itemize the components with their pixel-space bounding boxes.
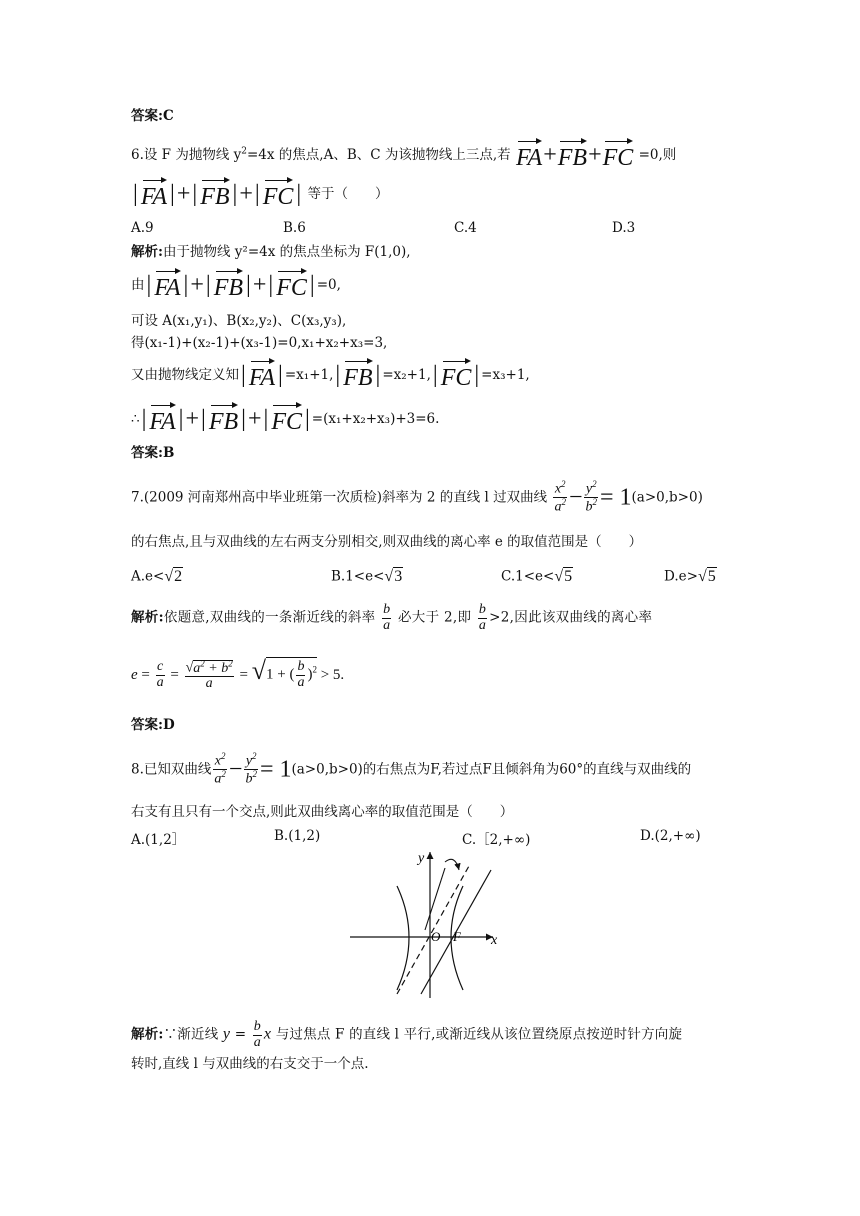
q8-option-b: B.(1,2)	[274, 828, 321, 844]
fraction-y2-b2: $\frac{y^2}{b^2}$	[585, 479, 597, 515]
q7-option-d: D.e>√5	[664, 568, 716, 585]
q6-stem-2: | FA |+| FB |+| FC | 等于（ ）	[131, 177, 389, 212]
q8-solution-2: 转时,直线 l 与双曲线的右支交于一个点.	[131, 1056, 369, 1072]
q6-stem-b: =4x 的焦点,A、B、C 为该抛物线上三点,若	[246, 146, 511, 163]
q6-solution-3: 可设 A(x₁,y₁)、B(x₂,y₂)、C(x₃,y₃),	[131, 313, 347, 329]
q7-option-b: B.1<e<√3	[331, 568, 403, 585]
q6-option-d: D.3	[612, 220, 636, 236]
q7-solution-1: 解析:依题意,双曲线的一条渐近线的斜率 $\frac{b}{a}$ 必大于 2,即 $\frac{b}{a}$ >2,因此该双曲线的离心率	[131, 602, 653, 633]
label-y: y	[418, 851, 425, 866]
q7-answer: 答案:D	[131, 717, 175, 733]
q6-eq0: =0,则	[638, 146, 677, 163]
label-x: x	[491, 933, 498, 948]
q8-option-a: A.(1,2］	[131, 832, 186, 848]
vector-fa: FA	[154, 268, 180, 303]
q6-solution-4: 得(x₁-1)+(x₂-1)+(x₃-1)=0,x₁+x₂+x₃=3,	[131, 335, 388, 351]
rotation-arrow	[445, 859, 459, 870]
vector-fc: FC	[441, 358, 472, 393]
vector-fb: FB	[558, 138, 587, 173]
q6-equal-to: 等于（ ）	[307, 185, 389, 202]
vector-fa: FA	[516, 138, 542, 173]
q6-solution-1: 解析:由于抛物线 y²=4x 的焦点坐标为 F(1,0),	[131, 244, 411, 260]
q6-option-c: C.4	[454, 220, 477, 236]
q7-stem: 7.(2009 河南郑州高中毕业班第一次质检)斜率为 2 的直线 l 过双曲线 $\frac{x^2}{a^2}$ − $\frac{y^2}{b^2}$ = 1(a>0,b>0)	[131, 479, 703, 515]
q8-stem-2: 右支有且只有一个交点,则此双曲线离心率的取值范围是（ ）	[131, 804, 514, 820]
vector-fb: FB	[343, 358, 372, 393]
q7-option-a: A.e<√2	[131, 568, 183, 585]
q8-option-c: C.［2,+∞)	[462, 832, 531, 848]
vector-fc: FC	[263, 177, 294, 212]
vector-fa: FA	[141, 177, 167, 212]
vector-fa: FA	[249, 358, 275, 393]
q8-solution-1: 解析:∵渐近线 y = $\frac{b}{a}$ x 与过焦点 F 的直线 l 平行,或渐近线从该位置绕原点按逆时针方向旋	[131, 1019, 683, 1050]
vector-fb: FB	[209, 402, 238, 437]
fraction-x2-a2: $\frac{x^2}{a^2}$	[554, 479, 566, 515]
q6-answer: 答案:B	[131, 445, 175, 461]
q6-solution-label: 解析:	[131, 244, 163, 260]
vector-fb: FB	[200, 177, 229, 212]
q6-solution-2: 由| FA |+| FB |+| FC | =0,	[131, 268, 341, 303]
vector-fc: FC	[271, 402, 302, 437]
q8-stem: 8.已知双曲线 $\frac{x^2}{a^2}$ − $\frac{y^2}{b^2}$ = 1(a>0,b>0)的右焦点为F,若过点F且倾斜角为60°的直线与双曲线的	[131, 751, 692, 787]
q7-option-c: C.1<e<√5	[501, 568, 573, 585]
q7-eccentricity-formula: e = $\frac{c}{a}$ = $\frac{√a^2 + b^2}{a}$ = √1 + ( $\frac{b}{a}$ )$^2$ > 5.	[131, 656, 345, 692]
q6-solution-5: 又由抛物线定义知| FA | =x₁+1,| FB | =x₂+1,| FC | =x₃+1,	[131, 358, 530, 393]
line-rotated	[425, 868, 445, 930]
vector-fc: FC	[603, 138, 634, 173]
label-f: F	[453, 929, 461, 944]
q6-option-a: A.9	[131, 220, 154, 236]
q6-stem: 6.设 F 为抛物线 $y^2=4x$ 的焦点,A、B、C 为该抛物线上三点,若 FA+FB+FC =0,则	[131, 138, 676, 173]
vector-fb: FB	[214, 268, 243, 303]
vector-fc: FC	[276, 268, 307, 303]
q6-solution-6: ∴| FA |+| FB |+| FC | =(x₁+x₂+x₃)+3=6.	[131, 402, 439, 437]
label-o: O	[431, 929, 441, 944]
q8-option-d: D.(2,+∞)	[640, 828, 701, 844]
q5-answer: 答案:C	[131, 108, 174, 124]
left-branch	[397, 886, 409, 990]
q6-stem-a: 6.设 F 为抛物线 y	[131, 146, 242, 163]
vector-fa: FA	[149, 402, 175, 437]
hyperbola-figure	[345, 848, 515, 1003]
q6-option-b: B.6	[283, 220, 306, 236]
q7-stem-2: 的右焦点,且与双曲线的左右两支分别相交,则双曲线的离心率 e 的取值范围是（ ）	[131, 534, 643, 550]
